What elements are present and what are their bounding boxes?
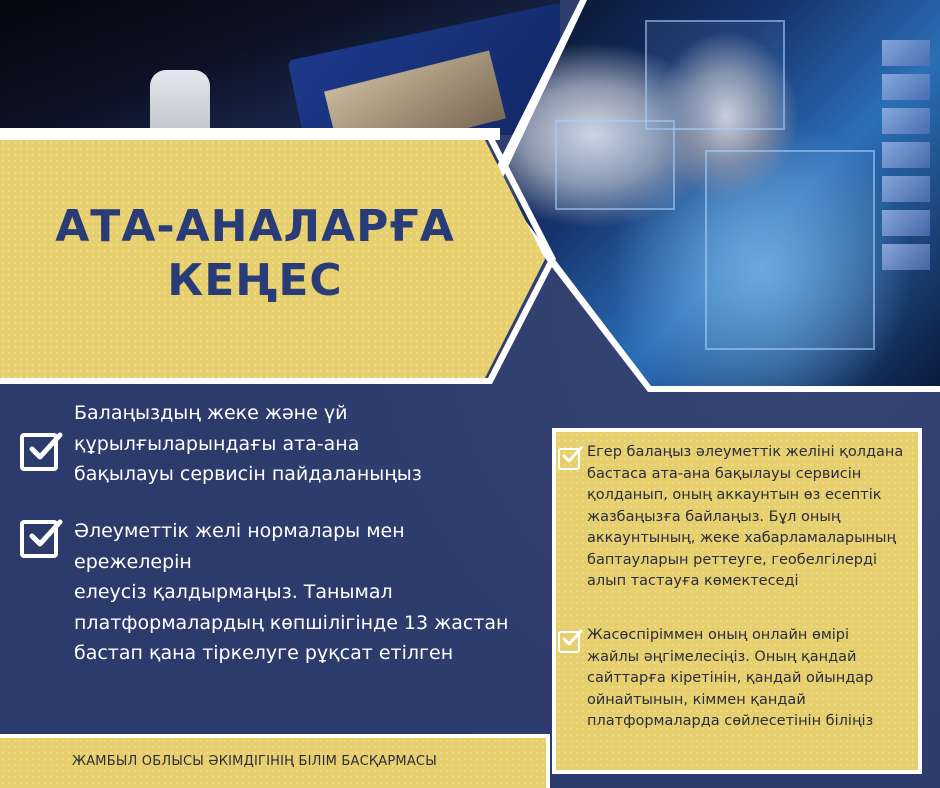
- text-line: Балаңыздың жеке және үй: [74, 402, 348, 424]
- text-line: құрылғыларындағы ата-ана: [74, 432, 360, 455]
- footer-text: ЖАМБЫЛ ОБЛЫСЫ ӘКІМДІГІНІҢ БІЛІМ БАСҚАРМАСЫ: [72, 754, 437, 769]
- text-line: ережелерін: [74, 550, 192, 573]
- text-line: Егер балаңыз әлеуметтік желіні қолдана: [587, 444, 904, 460]
- title-line-1: АТА-АНАЛАРҒА: [55, 201, 455, 252]
- checkbox-check-icon: [558, 448, 580, 470]
- tips-box: [552, 428, 922, 774]
- right-tip-2-text: [587, 625, 917, 733]
- hologram-sidebar: [882, 40, 930, 300]
- page-title: [20, 200, 490, 308]
- text-line: елеусіз қалдырмаңыз. Танымал: [74, 581, 393, 603]
- text-line: платформалардың көпшілігінде 13 жастан: [74, 611, 509, 634]
- text-line: платформаларда сөйлесетінін біліңіз: [587, 713, 874, 729]
- hologram-panel: [645, 20, 785, 130]
- checkbox-check-icon: [20, 520, 58, 558]
- checkbox-check-icon: [20, 433, 58, 471]
- text-line: алып тастауға көмектеседі: [587, 573, 799, 589]
- text-line: қолданып, оның аккаунтын өз есептік: [587, 487, 882, 503]
- right-tip-1-text: [587, 442, 917, 593]
- text-line: бастап қана тіркелуге рұқсат етілген: [74, 642, 454, 664]
- text-line: жайлы әңгімелесіңіз. Оның қандай: [587, 648, 857, 665]
- text-line: жазбаңызға байлаңыз. Бұл оның: [587, 508, 841, 525]
- left-tip-2-text: [74, 516, 554, 669]
- footer-bar: [0, 734, 550, 788]
- checkbox-check-icon: [558, 631, 580, 653]
- text-line: бақылауы сервисін пайдаланыңыз: [74, 463, 422, 485]
- hologram-panel: [705, 150, 875, 350]
- text-line: Әлеуметтік желі нормалары мен: [74, 520, 405, 542]
- text-line: сайттарға кіретінін, қандай ойындар: [587, 670, 874, 686]
- text-line: аккаунтының, жеке хабарламаларының: [587, 530, 897, 546]
- title-line-2: КЕҢЕС: [167, 255, 343, 306]
- text-line: бастаса ата-ана бақылауы сервисін: [587, 465, 862, 482]
- hologram-panel: [555, 120, 675, 210]
- left-tip-1-text: [74, 398, 544, 490]
- text-line: баптауларын реттеуге, геобелгілерді: [587, 551, 878, 568]
- text-line: Жасөспіріммен оның онлайн өмірі: [587, 627, 850, 643]
- device-photo: [0, 0, 560, 135]
- spray-bottle-image: [150, 70, 210, 135]
- text-line: ойнайтынын, кіммен қандай: [587, 691, 806, 708]
